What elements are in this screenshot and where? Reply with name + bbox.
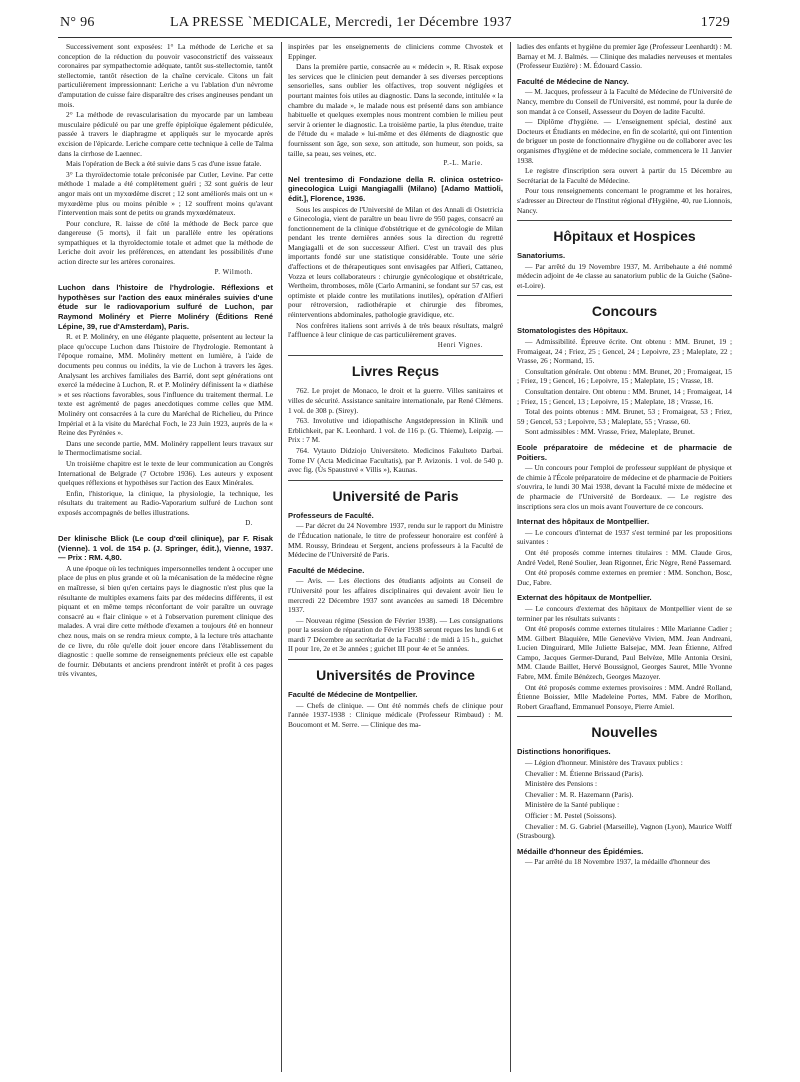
paragraph: 762. Le projet de Monaco, le droit et la guerre. Villes sanitaires et villes de sécurité. Assistance sanitaire internationale, par René Clémens. 1 vol. de 308 p. (Sirey). (288, 386, 503, 415)
entry-heading: Externat des hôpitaux de Montpellier. (517, 593, 652, 603)
paragraph: — Par arrêté du 19 Novembre 1937, M. Arribehaute a été nommé médecin adjoint de 4e classe au sanatorium public de la Guiche (Saône-et-Loire). (517, 261, 732, 290)
paragraph: Ont été proposés comme externes titulaires : Mlle Marianne Cadier ; MM. Gilbert Blaquière, Mlle Geneviève Vivien, MM. Jean Andreani, Lucien Dinguirard, Mlle Juliette Balsejac, MM. Jean Étienne, Alfred Campo, Jacques Germer-Durand, Paul Belvèze, Mlle Antonia Orsini, MM. Claude Baillet, Hervé Boussignol, Georges Sauret, Mlle Yvonne Fabre, MM. Émile Bénézech, Georges Mazoyer. (517, 624, 732, 682)
paragraph: — M. Jacques, professeur à la Faculté de Médecine de l'Université de Nancy, membre du Conseil de l'Université, est nommé, pour la durée de son mandat à ce Conseil, Assesseur du Doyen de ladite Faculté. (517, 87, 732, 116)
paragraph: Chevalier : M. R. Hazemann (Paris). (525, 789, 634, 799)
section-rule (517, 295, 732, 296)
paragraph: Mais l'opération de Beck a été suivie dans 5 cas d'une issue fatale. (66, 159, 262, 169)
paragraph: Consultation générale. Ont obtenu : MM. Brunet, 20 ; Fromaigeat, 15 ; Friez, 19 ; Gencel, 16 ; Lepoivre, 15 ; Maleplate, 15 ; Vrasse, 18. (517, 366, 732, 386)
paragraph: Dans la première partie, consacrée au « médecin », R. Risak expose les services que le clinicien peut demander à ses diverses perceptions sensorielles, sans oublier les olfactives, trop souvent négligées et pourtant maintes fois utiles au diagnostic. Dans la seconde, intitulée « la chambre du malade », le malade nous est présenté dans son ambiance habituelle et quelques exemples nous montrent combien le milieu peut servir à orienter le diagnostic. La troisième partie, la plus étendue, traite de l'étude du « malade » lui-même et des éléments de diagnostic que fournissent son âge, son sexe, son attitude, son humeur, son poids, sa taille, sa peau, ses veines, etc. (288, 62, 503, 158)
column-divider (281, 42, 282, 1072)
paragraph: Dans une seconde partie, MM. Molinéry rappellent leurs travaux sur le Thermoclimatisme social. (58, 438, 273, 458)
paragraph: — Par décret du 24 Novembre 1937, rendu sur le rapport du Ministre de l'Éducation nationale, le titre de professeur honoraire est conféré à MM. Roussy, Brindeau et Sergent, anciens professeurs à la Faculté de Médecine de l'Université de Paris. (288, 521, 503, 560)
paragraph: Ont été proposés comme externes en premier : MM. Sonchon, Bosc, Duc, Fabre. (517, 568, 732, 587)
section-title: Universités de Province (316, 667, 475, 684)
paragraph: ladies des enfants et hygiène du premier âge (Professeur Leenhardt) : M. Barnay et M. J. Balmès. — Clinique des maladies nerveuses et mentales (Professeur Euzière) : M. Édouard Cassio. (517, 42, 732, 71)
paragraph: Successivement sont exposées: 1° La méthode de Leriche et sa conception de la réduction du pouvoir vasoconstrictif des vaisseaux coronaires par sympathectomie adéquate, tantôt sus-stellectomie, tantôt stellectomie, tantôt résection de la chaîne cervicale. Citons un fait particulièrement impressionnant: Leriche a vu l'ablation d'un névrome d'amputation de cuisse faire disparaître des crises angineuses pendant un mois. (58, 42, 273, 109)
section-rule (517, 716, 732, 717)
column-2 (288, 42, 503, 1072)
header-rule (58, 37, 732, 38)
page-header (60, 15, 730, 37)
paragraph: — Diplôme d'hygiène. — L'enseignement spécial, destiné aux Docteurs et Étudiants en médecine, en fin de scolarité, qui ont l'intention de briguer un poste de fonctionnaire d'hygiène ou de collaborer avec les organismes d'hygiène et de médecine sociale, commencera le 11 Janvier 1938. (517, 117, 732, 165)
paragraph: — Par arrêté du 18 Novembre 1937, la médaille d'honneur des (525, 857, 711, 867)
paragraph: A une époque où les techniques impersonnelles tendent à occuper une place de plus en plus grande et où la mécanisation de la médecine règne en maîtresse, si bien qu'en certains pays le diagnostic n'est plus que la résultante de multiples examens faits par des médecins différents, il est piquant et en même temps réconfortant de voir paraître un ouvrage consacré au « flair clinique » et à l'observation purement clinique des malades. A vrai dire cette méthode d'examen a toujours été en honneur chez nous, mais on se rendra mieux compte, à la lecture très attachante de ce livre, du rôle qu'elle doit jouer encore dans l'établissement du diagnostic : quelle somme de renseignements précieux elle est capable de fournir. Débutants et anciens prendront intérêt et profit à ces pages très vivantes, (58, 563, 273, 679)
paragraph: R. et P. Molinéry, en une élégante plaquette, présentent au lecteur la place qu'occupe Luchon dans l'histoire de l'hydrologie. Remontant à l'époque romaine, MM. Molinéry mettent en lumière, à l'aide de documents peu connus ou inédits, la vie de Luchon à travers les âges. Analysant les archives familiales des Barrié, dont sept générations ont exercé la médecine à Luchon, R. et P. Molinéry définissent la « diathèse » et ses réactions favorables, sous l'influence du traitement thermal. Le texte est agrémenté de pages anecdotiques comme celles que MM. Molinéry ont consacrées à la cure du Maréchal de Richelieu, du Prince Impérial et à la visite du Maréchal Foch, le 23 Juin 1923, auprès de la « Reine des Pyrénées ». (58, 332, 273, 438)
entry-heading: Faculté de Médecine. (288, 565, 365, 575)
entry-heading: Distinctions honorifiques. (517, 747, 611, 757)
paragraph: — Un concours pour l'emploi de professeur suppléant de physique et de chimie à l'École préparatoire de médecine et de pharmacie de Poitiers s'ouvrira, le lundi 30 Mai 1938, devant la Faculté mixte de médecine et de pharmacie de l'Université de Bordeaux. — Le registre des inscriptions sera clos un mois avant l'ouverture de ce concours. (517, 463, 732, 511)
entry-heading: Internat des hôpitaux de Montpellier. (517, 517, 650, 527)
paragraph: — Avis. — Les élections des étudiants adjoints au Conseil de l'Université pour les affaires disciplinaires qui devaient avoir lieu le mercredi 22 Décembre 1937 sont avancées au samedi 18 Décembre 1937. (288, 576, 503, 615)
page-number: 1729 (700, 15, 730, 30)
section-rule (288, 659, 503, 660)
paragraph: inspirées par les enseignements de cliniciens comme Chvostek et Eppinger. (288, 42, 503, 61)
paragraph: 3° La thyroïdectomie totale préconisée par Cutler, Levine. Par cette méthode 1 malade a été complètement guéri ; 32 sont guéris de leur angor mais ont un myxœdème discret ; 12 sont améliorés mais ont un « myxœdème plus ou moins pénible » ; 12 souffrent moins qu'avant l'intervention mais sont de petits ou grands myxœdémateux. (58, 169, 273, 218)
masthead-title: LA PRESSE ˋMEDICALE, Mercredi, 1er Décembre 1937 (170, 15, 512, 30)
paragraph: Pour conclure, R. laisse de côté la méthode de Beck parce que dangereuse (5 morts), il fait un parallèle entre les opérations sympathiques et la thyroïdectomie totale et admet que la méthode de Leriche doit avoir les préférences, en attendant les possibilités d'une action directe sur les artères coronaires. (58, 218, 273, 267)
paragraph: Officier : M. Pestel (Soissons). (525, 811, 617, 820)
paragraph: Consultation dentaire. Ont obtenu : MM. Brunet, 14 ; Fromaigeat, 14 ; Friez, 15 ; Gencel, 13 ; Lepoivre, 15 ; Maleplate, 18 ; Vrasse, 16. (517, 387, 732, 406)
entry-heading: Faculté de Médecine de Nancy. (517, 76, 629, 86)
paragraph: Chevalier : M. G. Gabriel (Marseille), Vagnon (Lyon), Maurice Wolff (Strasbourg). (517, 821, 732, 841)
paragraph: Enfin, l'historique, la clinique, la physiologie, la technique, les résultats du traitement au Radio-Vaporarium sulfuré de Luchon sont exposés accompagnés de belles illustrations. (58, 488, 273, 517)
paragraph: Ministère des Pensions : (525, 779, 598, 789)
paragraph: Pour tous renseignements concernant le programme et les horaires, s'adresser au Directeur de l'Institut régional d'Hygiène, 40, rue Lionnois, Nancy. (517, 186, 732, 215)
paragraph: Chevalier : M. Étienne Brissaud (Paris). (525, 768, 644, 778)
section-rule (288, 355, 503, 356)
entry-heading: Der klinische Blick (Le coup d'œil clinique), par F. Risak (Vienne). 1 vol. de 154 p. (J. Springer, édit.), Vienne, 1937. — Prix : RM. 4,80. (58, 534, 273, 563)
column-1 (58, 42, 273, 1072)
entry-heading: Faculté de Médecine de Montpellier. (288, 690, 418, 700)
section-rule (288, 480, 503, 481)
column-divider (510, 42, 511, 1072)
signature: P.-L. Marie. (443, 159, 483, 168)
paragraph: 763. Involutive und idiopathische Angstdepression in Klinik und Erblichkeit, par K. Leonhard. 1 vol. de 116 p. (G. Thieme), Leipzig. — Prix : 7 M. (288, 416, 503, 445)
column-3 (517, 42, 732, 1072)
paragraph: Le registre d'inscription sera ouvert à partir du 15 Décembre au Secrétariat de la Faculté de Médecine. (517, 166, 732, 185)
entry-heading: Ecole préparatoire de médecine et de pharmacie de Poitiers. (517, 443, 732, 462)
signature: P. Wilmoth. (214, 267, 253, 276)
section-rule (517, 220, 732, 221)
issue-number: N° 96 (60, 15, 95, 30)
paragraph: Ont été proposés comme externes provisoires : MM. André Rolland, Étienne Boissier, Mlle Madeleine Portes, MM. Fabre de Morlhon, Robert Graafland, Emmanuel Ponsoye, Pierre Amiel. (517, 682, 732, 711)
paragraph: — Le concours d'externat des hôpitaux de Montpellier vient de se terminer par les résultats suivants : (517, 603, 732, 623)
section-title: Concours (591, 303, 658, 320)
section-title: Université de Paris (332, 487, 459, 504)
paragraph: 764. Vytauto Didziojo Universiteto. Medicinos Fakulteto Darbai. Tome IV (Acta Medicinae Facultatis), par P. Avizonis. 1 vol. de 540 p. avec fig. (Ùs Spaustuvé « Villis »), Kaunas. (288, 445, 503, 475)
paragraph: — Légion d'honneur. Ministère des Travaux publics : (525, 758, 683, 768)
paragraph: — Le concours d'internat de 1937 s'est terminé par les propositions suivantes : (517, 527, 732, 547)
paragraph: — Chefs de clinique. — Ont été nommés chefs de clinique pour l'année 1937-1938 : Clinique médicale (Professeur Rimbaud) : M. Boucomont et M. Serre. — Clinique des ma- (288, 700, 503, 729)
signature: D. (245, 518, 253, 527)
paragraph: 2° La méthode de revascularisation du myocarde par un lambeau musculaire pédiculé ou par une greffe épiploïque également pédiculée, passée à travers le diaphragme et appliqués sur le myocarde après excision de l'épicarde. Leriche compare cette technique à celle de Talma dans la cirrhose de Laennec. (58, 110, 273, 158)
signature: Henri Vignes. (437, 340, 483, 349)
paragraph: Ministère de la Santé publique : (525, 800, 620, 810)
paragraph: Sont admissibles : MM. Vrasse, Friez, Maleplate, Brunet. (525, 427, 695, 437)
entry-heading: Luchon dans l'histoire de l'hydrologie. Réflexions et hypothèses sur l'action des eaux minérales suivies d'une étude sur le radiovaporium sulfuré de Luchon, par Raymond Molinéry et Pierre Molinéry (Éditions René Lépine, 39, rue d'Amsterdam), Paris. (58, 283, 273, 331)
section-title: Nouvelles (591, 724, 658, 741)
entry-heading: Stomatologistes des Hôpitaux. (517, 326, 628, 336)
entry-heading: Sanatoriums. (517, 251, 566, 261)
section-title: Livres Reçus (351, 363, 440, 380)
paragraph: Total des points obtenus : MM. Brunet, 53 ; Fromaigeat, 53 ; Friez, 59 ; Gencel, 53 ; Lepoivre, 53 ; Maleplate, 55 ; Vrasse, 60. (517, 407, 732, 426)
paragraph: Sous les auspices de l'Université de Milan et des Annali di Ostetricia e Ginecologia, vient de paraître un beau livre de 950 pages, consacré au fonctionnement de la clinique d'obstétrique et de gynécologie de Milan pendant les trente dernières années sous la direction du regretté Mangiagalli et de son successeur Alfieri. C'est un travail des plus importants fondé sur une statistique considérable. Toute une série d'affections et de thérapeutiques sont envisagées par Alfieri, Cattaneo, Vozza et leurs collaborateurs : chirurgie gynécologique et obstétricale, Wertheim, thromboses, môle (Carlo Armanini, se fondant sur 57 cas, est optimiste et plaide contre les mutilations inutiles), opération d'Alfieri pour rétroversion, radiothérapie et chirurgie des fibromes, réinterventions abdominales, pathologie gravidique, etc. (288, 204, 503, 320)
paragraph: Un troisième chapitre est le texte de leur communication au Congrès International de Belgrade (7 Octobre 1936). Les auteurs y exposent quelques réflexions et hypothèses sur l'action des Eaux Minérales. (58, 458, 273, 488)
paragraph: Nos confrères italiens sont arrivés à de très beaux résultats, malgré l'affluence à leur clinique de cas particulièrement graves. (288, 320, 503, 340)
paragraph: Ont été proposés comme internes titulaires : MM. Claude Gros, André Vedel, René Soulier, Jean Rigonnet, Éric Nègre, René Passemard. (517, 547, 732, 567)
section-title: Hôpitaux et Hospices (553, 228, 696, 245)
entry-heading: Nel trentesimo di Fondazione della R. clinica ostetrico-ginecologica Luigi Mangiagalli (Milano) [Adamo Mattioli, édit.], Florence, 1936. (288, 174, 503, 203)
paragraph: — Nouveau régime (Session de Février 1938). — Les consignations pour la session de réparation de Février 1938 seront reçues les lundi 6 et mardi 7 Décembre au secrétariat de la Faculté : de midi à 15 h., guichet II pour 1re, 2e et 3e années ; guichet III pour 4e et 5e années. (288, 615, 503, 654)
paragraph: — Admissibilité. Épreuve écrite. Ont obtenu : MM. Brunet, 19 ; Fromaigeat, 24 ; Friez, 25 ; Gencel, 24 ; Lepoivre, 23 ; Maleplate, 22 ; Vrasse, 26 ; Normand, 15. (517, 337, 732, 366)
entry-heading: Médaille d'honneur des Épidémies. (517, 846, 644, 856)
entry-heading: Professeurs de Faculté. (288, 510, 374, 520)
